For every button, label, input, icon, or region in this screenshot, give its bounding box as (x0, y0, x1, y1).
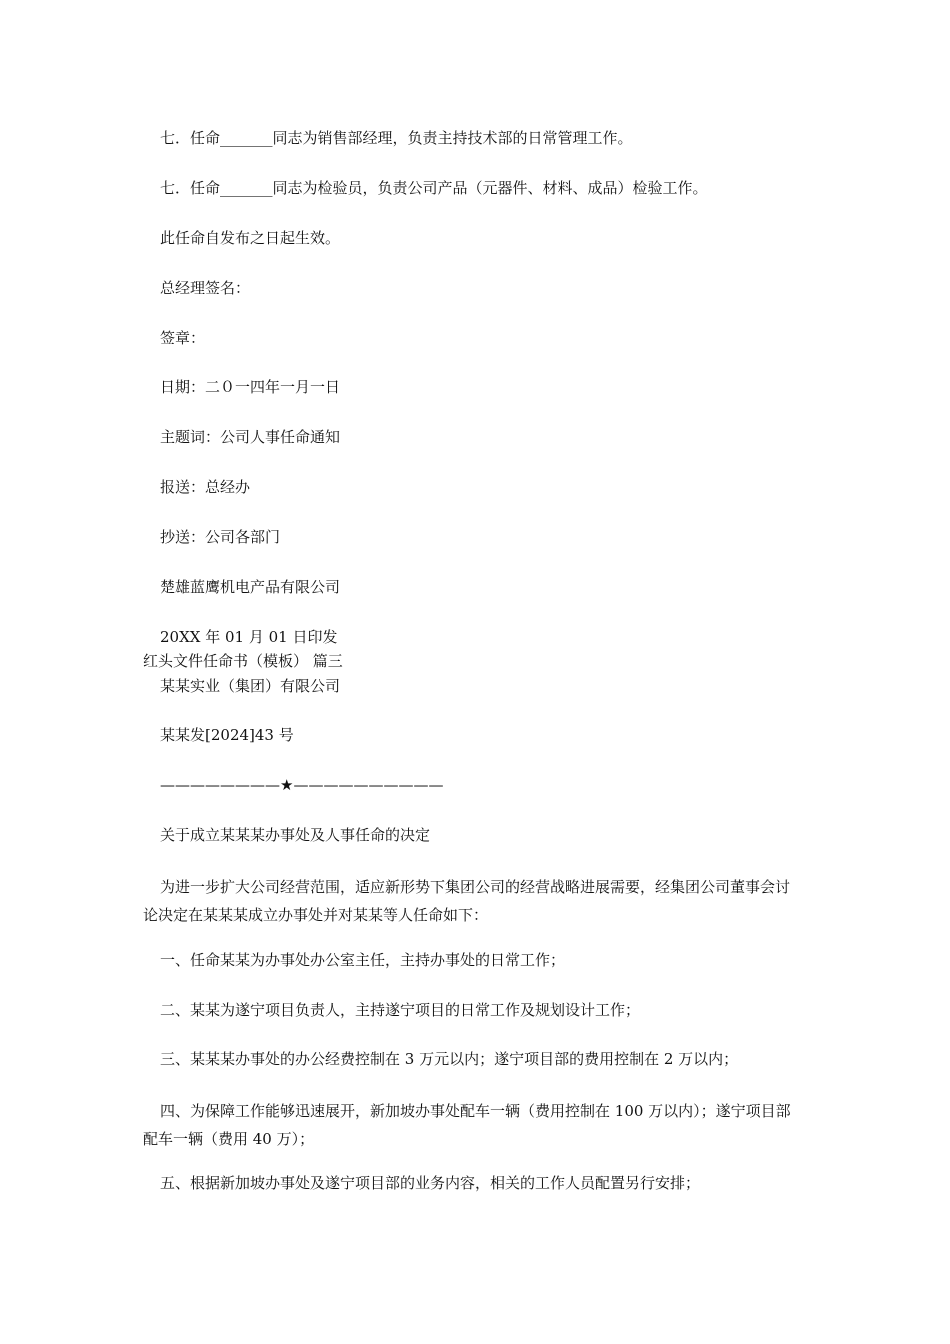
appointment-inspector: 七．任命_______同志为检验员，负责公司产品（元器件、材料、成品）检验工作。 (160, 179, 708, 197)
document-date: 日期：二０一四年一月一日 (160, 378, 341, 396)
list-item-2: 二、某某为遂宁项目负责人，主持遂宁项目的日常工作及规划设计工作； (160, 1001, 641, 1019)
intro-text: 为进一步扩大公司经营范围，适应新形势下集团公司的经营战略进展需要，经集团公司董事会讨论决定在某某某成立办事处并对某某等人任命如下： (143, 878, 791, 924)
divider-line: ————————★—————————— (160, 776, 444, 794)
copy-to: 抄送：公司各部门 (160, 528, 281, 546)
list-item-4 (143, 1097, 803, 1153)
section-heading: 红头文件任命书（模板） 篇三 (143, 652, 343, 670)
document-number: 某某发[2024]43 号 (160, 726, 294, 744)
appointment-sales-manager: 七．任命_______同志为销售部经理，负责主持技术部的日常管理工作。 (160, 129, 633, 147)
list-item-5: 五、根据新加坡办事处及遂宁项目部的业务内容，相关的工作人员配置另行安排； (160, 1174, 701, 1192)
gm-signature-label: 总经理签名： (160, 279, 251, 297)
seal-label: 签章： (160, 329, 206, 347)
report-to: 报送：总经办 (160, 478, 251, 496)
company-name: 某某实业（集团）有限公司 (160, 677, 341, 695)
intro-paragraph (143, 873, 803, 929)
list-item-3: 三、某某某办事处的办公经费控制在 3 万元以内；遂宁项目部的费用控制在 2 万以内； (160, 1050, 739, 1068)
effective-statement: 此任命自发布之日起生效。 (160, 229, 341, 247)
decision-title: 关于成立某某某办事处及人事任命的决定 (160, 826, 431, 844)
print-date: 20XX 年 01 月 01 日印发 (160, 628, 338, 646)
list-item-4-text: 四、为保障工作能够迅速展开，新加坡办事处配车一辆（费用控制在 100 万以内）；遂宁项目部配车一辆（费用 40 万）； (143, 1102, 791, 1148)
issuing-company: 楚雄蓝鹰机电产品有限公司 (160, 578, 341, 596)
list-item-1: 一、任命某某为办事处办公室主任，主持办事处的日常工作； (160, 951, 566, 969)
subject-keywords: 主题词：公司人事任命通知 (160, 428, 341, 446)
